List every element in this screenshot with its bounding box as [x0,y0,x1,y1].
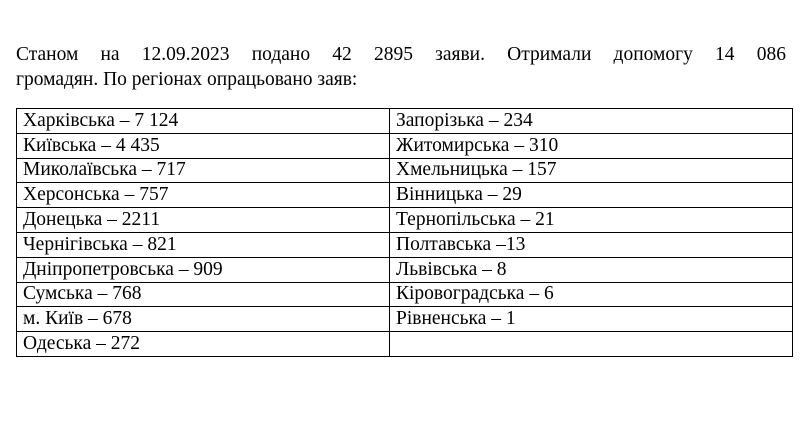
intro-line-2: громадян. По регіонах опрацьовано заяв: [16,69,358,90]
table-cell-right: Кіровоградська – 6 [390,282,793,307]
table-cell-left: Київська – 4 435 [17,133,390,158]
table-row [17,282,793,307]
intro-paragraph [16,42,786,92]
table-cell-left: Донецька – 2211 [17,208,390,233]
table-cell-left: Миколаївська – 717 [17,158,390,183]
table-cell-left: Дніпропетровська – 909 [17,257,390,282]
table-cell-right: Хмельницька – 157 [390,158,793,183]
table-cell-left: м. Київ – 678 [17,307,390,332]
table-row [17,208,793,233]
table-cell-right: Запорізька – 234 [390,109,793,134]
table-cell-left: Харківська – 7 124 [17,109,390,134]
table-cell-right: Тернопільська – 21 [390,208,793,233]
table-cell-right: Житомирська – 310 [390,133,793,158]
table-cell-left: Сумська – 768 [17,282,390,307]
table-row [17,307,793,332]
table-cell-right: Вінницька – 29 [390,183,793,208]
table-cell-left: Чернігівська – 821 [17,232,390,257]
table-row [17,133,793,158]
table-cell-left: Херсонська – 757 [17,183,390,208]
table-row [17,257,793,282]
regions-table [16,108,793,357]
table-cell-right: Львівська – 8 [390,257,793,282]
table-cell-left: Одеська – 272 [17,332,390,357]
intro-line-1: Станом на 12.09.2023 подано 42 2895 заяви. Отримали допомогу 14 086 [16,44,786,65]
table-cell-right [390,332,793,357]
table-row [17,232,793,257]
table-cell-right: Рівненська – 1 [390,307,793,332]
table-row [17,183,793,208]
table-row [17,158,793,183]
table-row [17,109,793,134]
table-row [17,332,793,357]
table-cell-right: Полтавська –13 [390,232,793,257]
